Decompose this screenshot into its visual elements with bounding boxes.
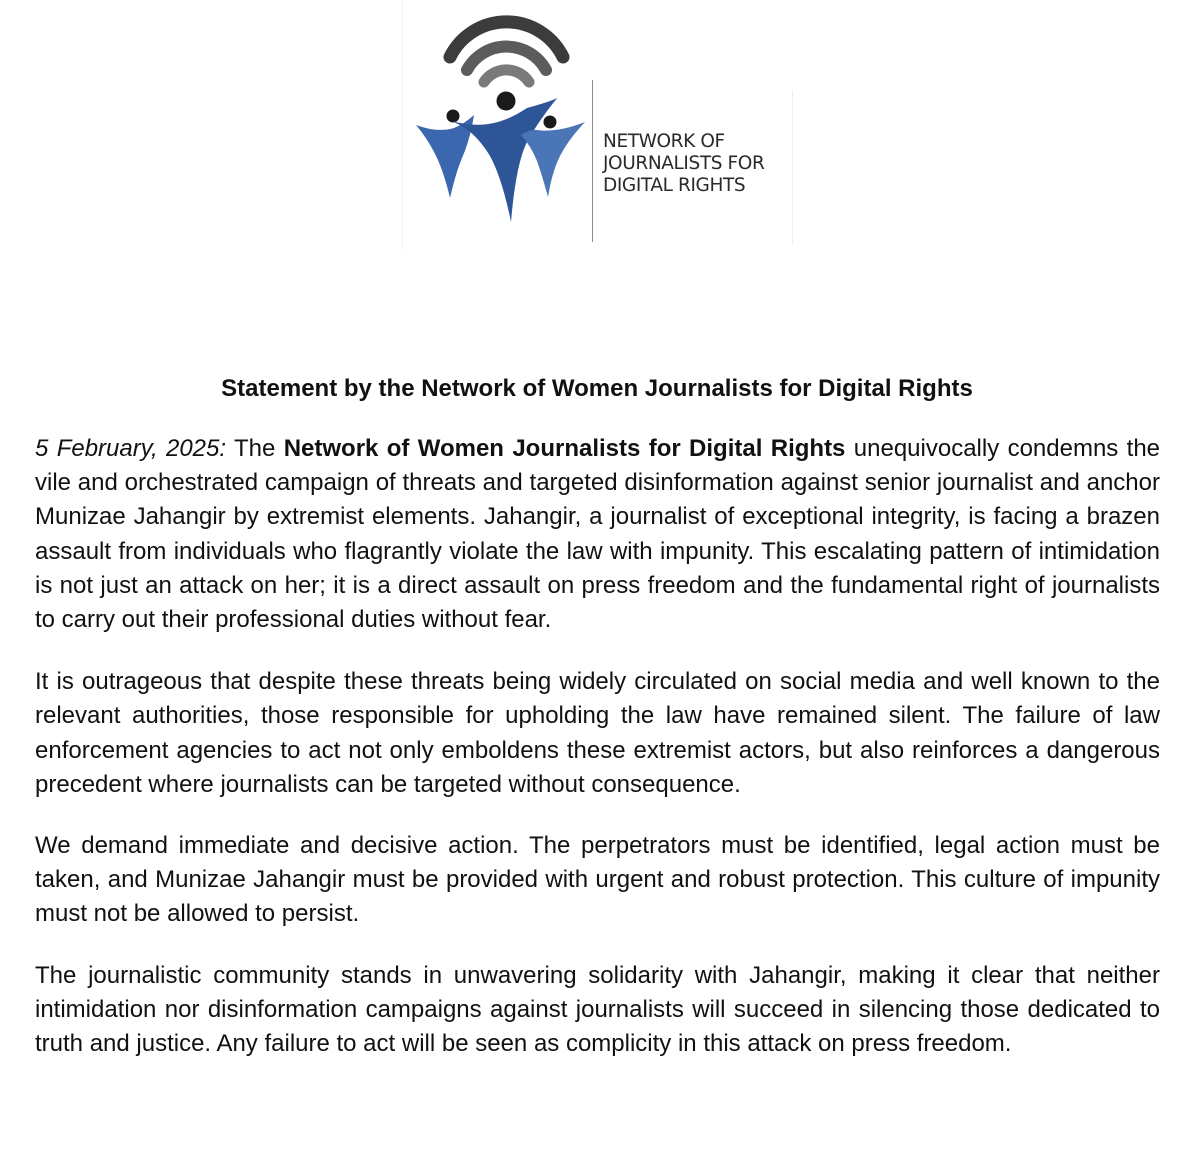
- signal-arc-inner: [484, 70, 529, 82]
- logo-divider: [592, 80, 593, 242]
- intro-word: The: [233, 435, 276, 462]
- paragraph-text: unequivocally condemns the vile and orchestrated campaign of threats and targeted disinformation against senior journalist and anchor Munizae Jahangir by extremist elements. Jahangir, a journalist of exceptional integrity, is facing a brazen assault from individuals who flagrantly violate the law with impunity. This escalating pattern of intimidation is not just an attack on her; it is a direct assault on press freedom and the fundamental right of journalists to carry out their professional duties without fear.: [35, 435, 1161, 634]
- right-figure: [521, 122, 585, 197]
- organization-logo: [400, 0, 800, 250]
- statement-title: Statement by the Network of Women Journalists for Digital Rights: [221, 375, 973, 402]
- logo-line: JOURNALISTS FOR: [603, 153, 765, 174]
- center-head: [497, 92, 516, 111]
- paragraph: The journalistic community stands in unwavering solidarity with Jahangir, making it clear that neither intimidation nor disinformation campaigns against journalists will succeed in silencing those dedicated to truth and justice. Any failure to act will be seen as complicity in this attack on press freedom.: [35, 961, 1160, 1058]
- right-head: [544, 116, 557, 129]
- logo-line: DIGITAL RIGHTS: [603, 175, 746, 196]
- paragraph: [35, 432, 1160, 637]
- logo-right-edge: [792, 90, 793, 245]
- paragraph: It is outrageous that despite these threats being widely circulated on social media and well known to the relevant authorities, those responsible for upholding the law have remained silent. The failure of law enforcement agencies to act not only emboldens these extremist actors, but also reinforces a dangerous precedent where journalists can be targeted without consequence.: [35, 668, 1160, 798]
- logo-text: [603, 131, 764, 197]
- left-head: [447, 110, 460, 123]
- logo-line: NETWORK OF: [603, 131, 725, 152]
- logo-emblem-icon: [400, 0, 600, 250]
- organization-name: Network of Women Journalists for Digital Rights: [283, 435, 846, 462]
- statement-body: [35, 432, 1160, 1088]
- paragraph: We demand immediate and decisive action. The perpetrators must be identified, legal action must be taken, and Munizae Jahangir must be provided with urgent and robust protection. This culture of impunity must not be allowed to persist.: [35, 832, 1160, 928]
- statement-date: 5 February, 2025:: [35, 435, 227, 462]
